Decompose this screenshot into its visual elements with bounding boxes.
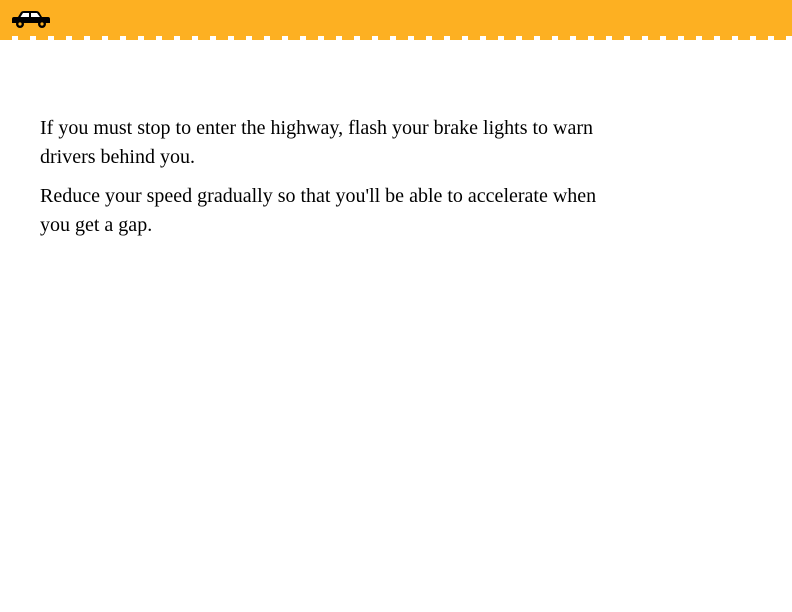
car-icon: [10, 9, 52, 29]
header-dashed-border: [0, 36, 792, 40]
paragraph-reduce-speed: Reduce your speed gradually so that you'll be able to accelerate when you get a gap.: [40, 185, 597, 236]
header-bar: [0, 0, 792, 36]
paragraph-brake-lights: If you must stop to enter the highway, flash your brake lights to warn drivers behind you.: [40, 117, 594, 168]
slide-content: [40, 114, 600, 250]
